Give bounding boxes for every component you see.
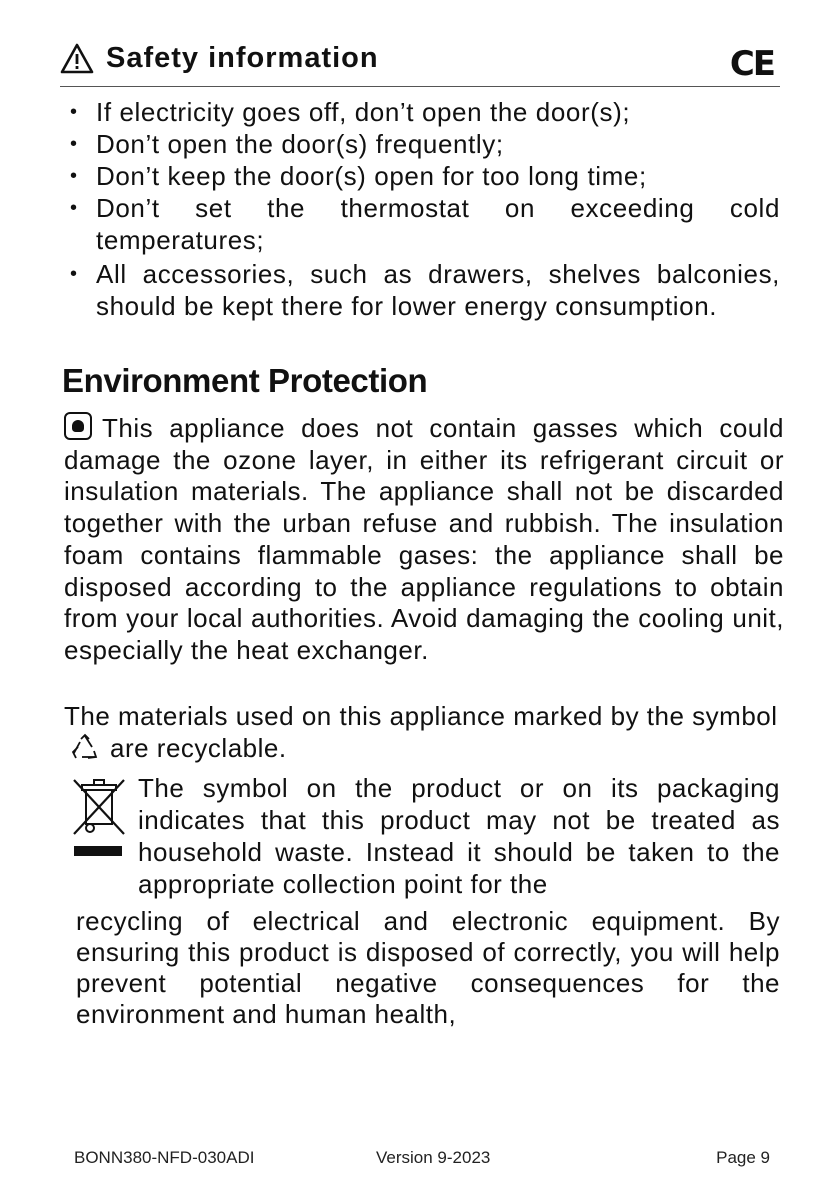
materials-text-end: are recyclable. xyxy=(110,733,287,763)
ozone-safe-icon xyxy=(64,412,92,440)
weee-paragraph-continued: recycling of electrical and electronic equipment. By ensuring this product is disposed of correctly, you will help prevent potential negative consequences for the environment and human health, xyxy=(76,906,780,1029)
environment-heading: Environment Protection xyxy=(62,362,428,399)
section-title: Safety information xyxy=(106,42,379,74)
model-number: BONN380-NFD-030ADI xyxy=(74,1148,255,1167)
weee-bar-icon xyxy=(74,846,122,856)
weee-paragraph: The symbol on the product or on its packaging indicates that this product may not be treated as household waste. Instead it should be taken to the appropriate collection point for the xyxy=(138,773,780,899)
list-item: • Don’t open the door(s) frequently; xyxy=(64,128,780,160)
materials-text: The materials used on this appliance marked by the symbol xyxy=(64,701,778,731)
recycle-icon xyxy=(70,733,100,763)
crossed-bin-icon xyxy=(70,776,128,838)
warning-icon xyxy=(60,43,94,75)
list-item: • Don’t set the thermostat on exceeding cold temperatures; xyxy=(64,192,780,256)
environment-text: This appliance does not contain gasses which could damage the ozone layer, in either its refrigerant circuit or insulation materials. The appliance shall not be discarded together with the urban refuse and rubbish. The insulation foam contains flammable gases: the appliance shall be disposed according to the appliance regulations to obtain from your local authorities. Avoid damaging the cooling unit, especially the heat exchanger. xyxy=(64,413,784,665)
ce-mark-logo: CE xyxy=(729,44,774,84)
page-footer xyxy=(74,1148,770,1170)
materials-paragraph xyxy=(64,700,784,764)
list-item: • If electricity goes off, don’t open the door(s); xyxy=(64,96,780,128)
page-header xyxy=(60,40,780,87)
list-item: • All accessories, such as drawers, shelves balconies, should be kept there for lower energy consumption. xyxy=(64,258,780,322)
page-number: Page 9 xyxy=(716,1148,770,1167)
version-label: Version 9-2023 xyxy=(376,1148,491,1167)
safety-bullet-list xyxy=(64,96,780,322)
list-item: • Don’t keep the door(s) open for too long time; xyxy=(64,160,780,192)
environment-paragraph xyxy=(64,412,784,667)
